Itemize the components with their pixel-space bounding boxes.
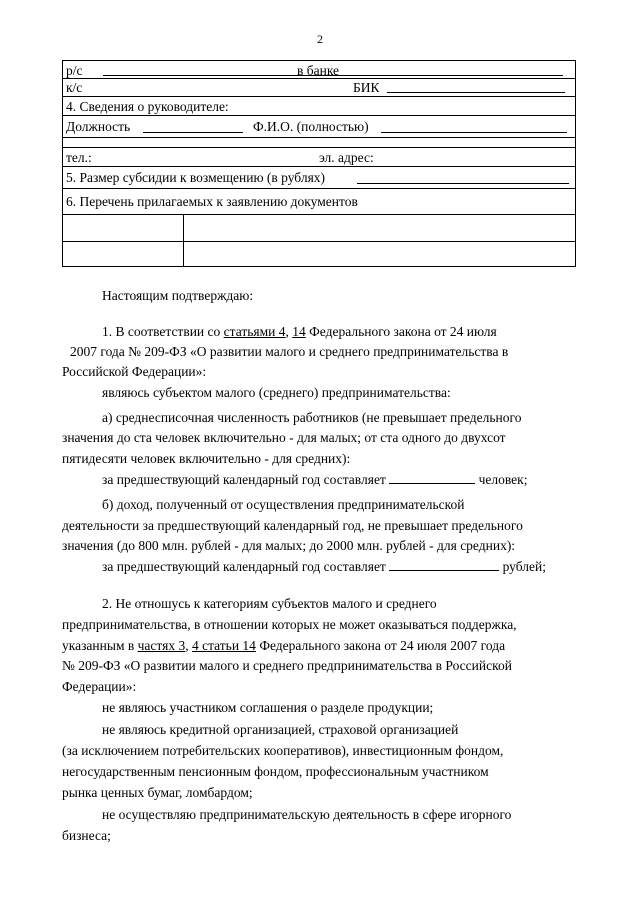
fio-label: Ф.И.О. (полностью) <box>253 119 369 134</box>
row-ks <box>63 79 575 97</box>
law-article-link[interactable]: статьями 4 <box>223 324 286 339</box>
row-section5 <box>63 167 575 189</box>
p2-line: рынка ценных бумаг, ломбардом; <box>62 785 253 800</box>
documents-row <box>63 242 575 266</box>
pb-line: б) доход, полученный от осуществления предпринимательской <box>102 497 465 512</box>
law-article-link[interactable]: частях 3 <box>137 638 186 653</box>
text: , <box>185 638 192 653</box>
rs-label: р/с <box>66 63 83 78</box>
p1-line: являюсь субъектом малого (среднего) предпринимательства: <box>102 385 451 400</box>
law-article-link[interactable]: 14 <box>292 324 306 339</box>
pa-line: значения до ста человек включительно - для малых; от ста одного до двухсот <box>62 430 506 445</box>
column-divider <box>183 242 184 266</box>
section6-label: 6. Перечень прилагаемых к заявлению документов <box>66 194 358 209</box>
bik-label: БИК <box>353 80 380 95</box>
text: рублей; <box>502 559 546 574</box>
column-divider <box>183 215 184 241</box>
p1-line: Российской Федерации»: <box>62 364 207 379</box>
pb-line: деятельности за предшествующий календарный год, не превышает предельного <box>62 518 523 533</box>
text: , <box>285 324 293 339</box>
text: человек; <box>478 472 528 487</box>
pa-line <box>102 470 632 489</box>
text: за предшествующий календарный год составляет <box>102 472 386 487</box>
law-article-link[interactable]: 4 статьи 14 <box>191 638 256 653</box>
ks-label: к/с <box>66 80 83 95</box>
bik-field[interactable] <box>387 92 565 93</box>
fio-field[interactable] <box>381 132 567 133</box>
p2-line: бизнеса; <box>62 828 111 843</box>
pa-line: а) среднесписочная численность работников (не превышает предельного <box>102 410 522 425</box>
p2-line: (за исключением потребительских кооперативов), инвестиционным фондом, <box>62 743 504 758</box>
row-position <box>63 116 575 138</box>
pb-line <box>102 557 632 576</box>
p2-line: 2. Не отношусь к категориям субъектов малого и среднего <box>102 596 437 611</box>
section5-label: 5. Размер субсидии к возмещению (в рублях) <box>66 170 326 185</box>
text: за предшествующий календарный год составляет <box>102 559 386 574</box>
p1-line: 2007 года № 209-ФЗ «О развитии малого и среднего предпринимательства в <box>70 344 509 359</box>
p2-line: не являюсь участником соглашения о разделе продукции; <box>102 700 434 715</box>
bank-label: в банке <box>297 63 340 78</box>
p2-line: не осуществляю предпринимательскую деятельность в сфере игорного <box>102 807 512 822</box>
bank-field[interactable] <box>349 75 563 76</box>
p1-line <box>102 322 592 341</box>
text: Федерального закона от 24 июля 2007 года <box>255 638 506 653</box>
row-rs <box>63 61 575 79</box>
text: Федерального закона от 24 июля <box>305 324 497 339</box>
email-label: эл. адрес: <box>319 150 374 165</box>
position-label: Должность <box>66 119 131 134</box>
p2-line <box>62 636 592 655</box>
applicant-info-table <box>62 60 576 267</box>
p2-line: негосударственным пенсионным фондом, профессиональным участником <box>62 764 489 779</box>
documents-row <box>63 215 575 242</box>
p2-line: не являюсь кредитной организацией, страховой организацией <box>102 722 459 737</box>
phone-label: тел.: <box>66 150 92 165</box>
row-spacer <box>63 138 575 148</box>
p2-line: № 209-ФЗ «О развитии малого и среднего предпринимательства в Российской <box>62 658 512 673</box>
confirm-heading: Настоящим подтверждаю: <box>102 288 254 303</box>
page-number: 2 <box>317 32 323 46</box>
p2-line: Федерации»: <box>62 679 137 694</box>
row-section6 <box>63 189 575 215</box>
row-section4 <box>63 97 575 116</box>
pa-line: пятидесяти человек включительно - для средних): <box>62 451 351 466</box>
text: указанным в <box>62 638 138 653</box>
text: 1. В соответствии со <box>102 324 224 339</box>
subsidy-field[interactable] <box>357 183 569 184</box>
position-field[interactable] <box>143 132 243 133</box>
employees-count-field[interactable] <box>389 471 475 484</box>
section4-label: 4. Сведения о руководителе: <box>66 99 229 114</box>
pb-line: значения (до 800 млн. рублей - для малых; до 2000 млн. рублей - для средних): <box>62 538 516 553</box>
row-contacts <box>63 148 575 167</box>
p2-line: предпринимательства, в отношении которых не может оказываться поддержка, <box>62 617 517 632</box>
income-field[interactable] <box>389 558 499 571</box>
